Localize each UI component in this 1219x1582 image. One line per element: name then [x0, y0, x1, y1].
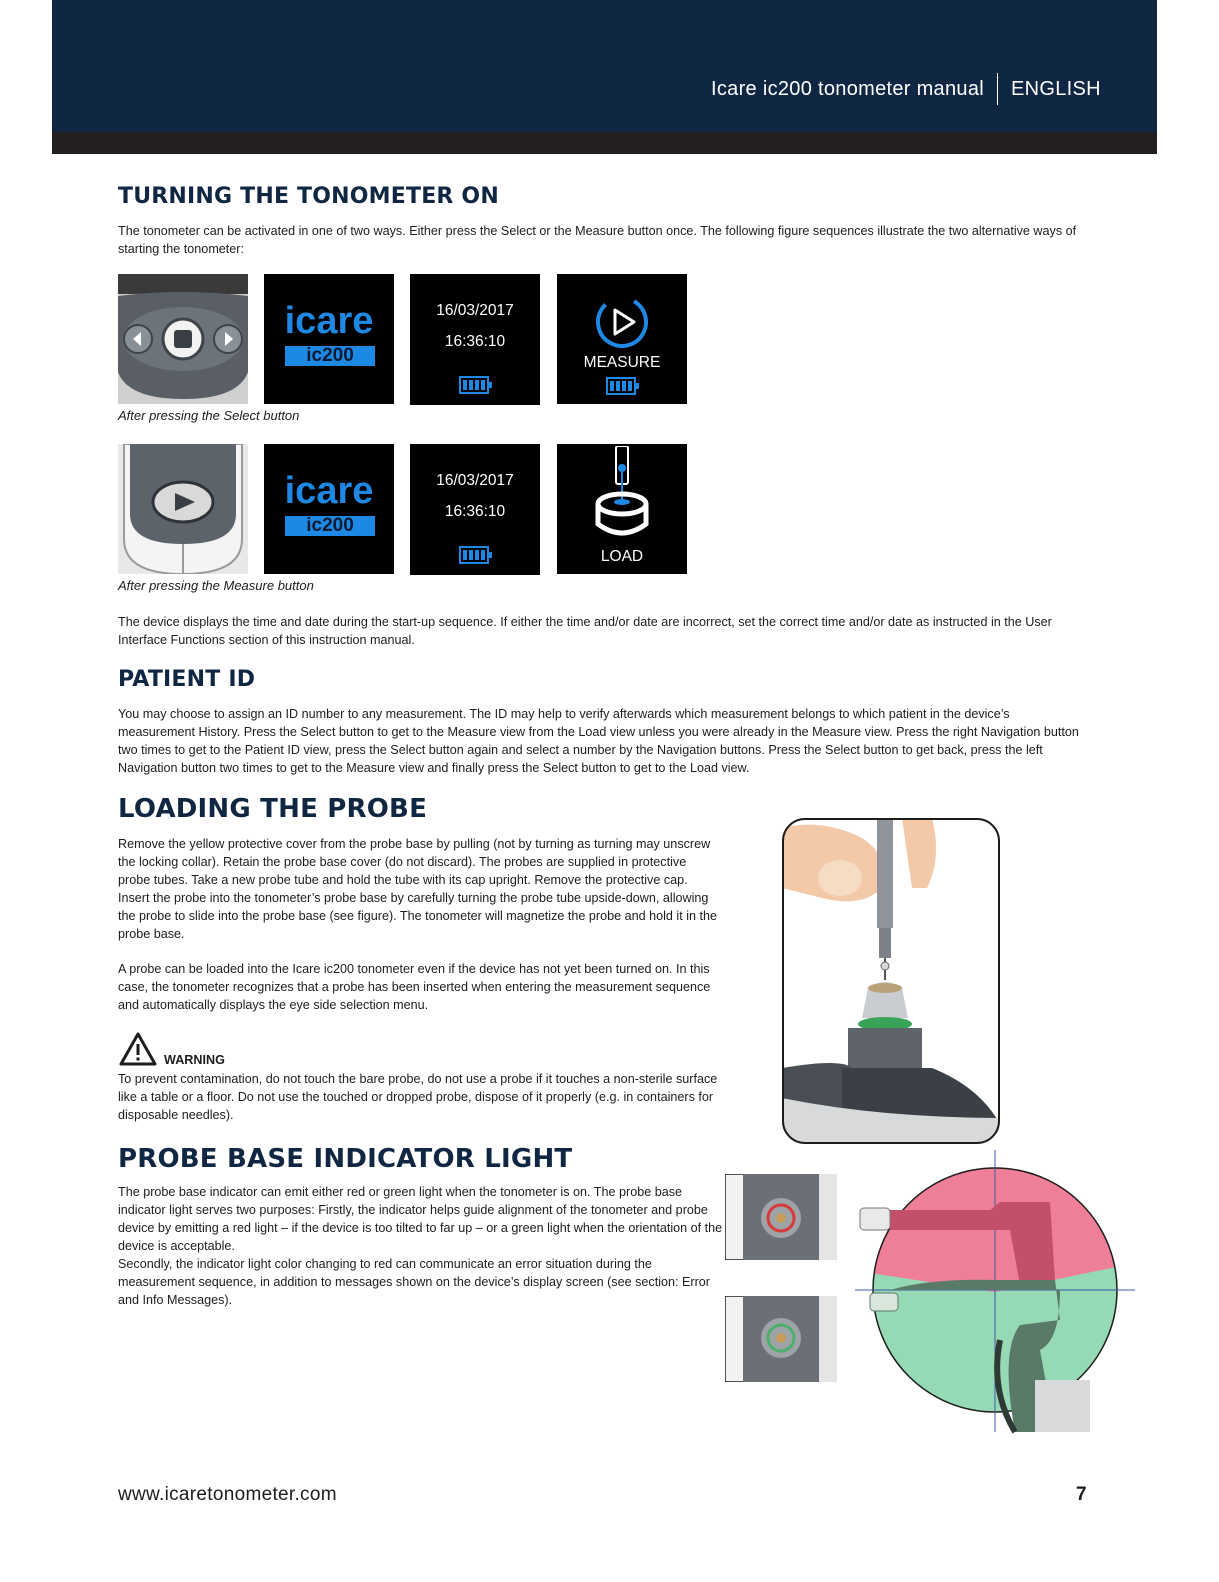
logo-model-2: ic200 — [285, 516, 375, 536]
header-separator — [997, 73, 998, 105]
battery-icon — [459, 546, 493, 564]
measure-screen — [557, 274, 687, 404]
header-stripe — [52, 132, 1157, 154]
heading-loading-probe: LOADING THE PROBE — [118, 794, 428, 824]
footer-url: www.icaretonometer.com — [118, 1484, 337, 1505]
logo-icare-2: icare — [284, 470, 374, 512]
probe-load-icon — [592, 446, 652, 544]
screen-date-2: 16/03/2017 — [436, 472, 514, 489]
select-button-photo — [118, 274, 248, 404]
logo-icare: icare — [284, 300, 374, 342]
screen-time-2: 16:36:10 — [444, 503, 506, 520]
warning-label: WARNING — [164, 1053, 225, 1067]
language-label: ENGLISH — [1011, 78, 1101, 100]
measure-button-photo — [118, 444, 248, 574]
battery-icon — [606, 377, 640, 395]
warning-text: To prevent contamination, do not touch the bare probe, do not use a probe if it touches a non-sterile surface like a table or a floor. Do not use the touched or dropped probe, dispose of it properly (e.g. in containers for disposable needles). — [118, 1072, 718, 1122]
logo-model: ic200 — [285, 346, 375, 366]
measure-play-icon — [594, 294, 650, 350]
page-number: 7 — [1076, 1484, 1087, 1505]
load-label: LOAD — [600, 548, 644, 565]
caption-select-sequence: After pressing the Select button — [118, 408, 300, 423]
green-indicator-photo — [725, 1296, 837, 1382]
indicator-text-1: The probe base indicator can emit either red or green light when the tonometer is on. The probe base indicator light serves two purposes: Firstly, the indicator helps guide alignment of the tonometer and probe device by emitting a red light – if the device is too tilted to far up – or a green light when the orientation of the device is acceptable. — [118, 1185, 723, 1253]
heading-patient-id: PATIENT ID — [118, 667, 256, 692]
heading-indicator-light: PROBE BASE INDICATOR LIGHT — [118, 1144, 573, 1174]
screen-time: 16:36:10 — [444, 333, 506, 350]
measure-label: MEASURE — [583, 354, 661, 371]
red-indicator-photo — [725, 1174, 837, 1260]
heading-turning-on: TURNING THE TONOMETER ON — [118, 184, 499, 209]
startup-logo-screen-2 — [264, 444, 394, 574]
header-band — [52, 0, 1157, 132]
loading-probe-para1: Remove the yellow protective cover from the probe base by pulling (not by turning as turning may unscrew the locking collar). Retain the probe base cover (do not discard). The probes are supplied in protective probe tubes. Take a new probe tube and hold the tube with its cap upright. Remove the protective cap. Insert the probe into the tonometer’s probe base by carefully turning the probe tube upside-down, allowing the probe to slide into the probe base (see figure). The tonometer will magnetize the probe and hold it in the probe base. — [118, 837, 718, 941]
screen-date: 16/03/2017 — [436, 302, 514, 319]
probe-loading-illustration — [782, 818, 1002, 1146]
manual-title: Icare ic200 tonometer manual — [711, 78, 984, 100]
warning-icon — [118, 1031, 158, 1067]
caption-measure-sequence: After pressing the Measure button — [118, 578, 314, 593]
indicator-text-2: Secondly, the indicator light color changing to red can communicate an error situation during the measurement sequence, in addition to messages shown on the device’s display screen (see section: Error and Info Messages). — [118, 1257, 710, 1307]
battery-icon — [459, 376, 493, 394]
date-time-screen — [410, 274, 540, 405]
loading-probe-para2: A probe can be loaded into the Icare ic200 tonometer even if the device has not yet been turned on. In this case, the tonometer recognizes that a probe has been inserted when entering the measurement sequence and automatically displays the eye side selection menu. — [118, 962, 711, 1012]
date-time-screen-2 — [410, 444, 540, 575]
startup-logo-screen — [264, 274, 394, 404]
alignment-diagram — [850, 1150, 1140, 1440]
patient-id-text: You may choose to assign an ID number to any measurement. The ID may help to verify afterwards which measurement belongs to which patient in the device’s measurement History. Press the Select button to get to the Measure view from the Load view unless you were already in the Measure view. Press the right Navigation button two times to get to the Patient ID view, press the Select button again and select a number by the Navigation buttons. Press the Select button to get back, press the left Navigation button two times to get to the Measure view and finally press the Select button to get to the Load view. — [118, 707, 1079, 775]
turning-on-intro: The tonometer can be activated in one of two ways. Either press the Select or the Measure button once. The following figure sequences illustrate the two alternative ways of starting the tonometer: — [118, 224, 1077, 256]
load-screen — [557, 444, 687, 574]
startup-time-text: The device displays the time and date during the start-up sequence. If either the time and/or date are incorrect, set the correct time and/or date as instructed in the User Interface Functions section of this instruction manual. — [118, 615, 1052, 647]
